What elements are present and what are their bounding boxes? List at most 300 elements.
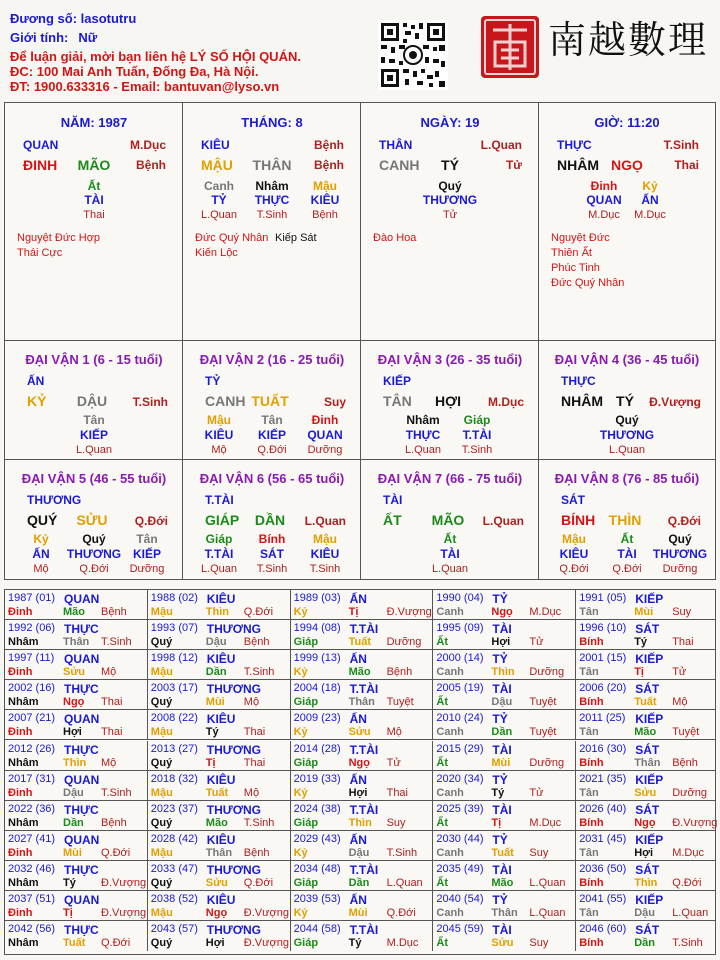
hidden-god: ẤN: [32, 547, 50, 561]
year-label: 1991 (05): [579, 592, 627, 604]
hidden-god: KIẾP: [132, 547, 162, 561]
year-cell: [5, 861, 148, 891]
year-branch: Dần: [63, 816, 84, 829]
star: Thái Cực: [17, 247, 63, 259]
year-cell: [576, 891, 715, 921]
year-cell: [291, 680, 434, 710]
dai-van-cell: [539, 460, 715, 579]
year-label: 2039 (53): [293, 893, 341, 905]
dai-van-title: ĐẠI VẬN 3 (26 - 35 tuổi): [377, 352, 523, 367]
year-stem: Ất: [436, 816, 448, 829]
year-god: TÀI: [492, 622, 512, 637]
dai-van-cell: [361, 341, 539, 460]
pillar-cell: [361, 103, 539, 341]
dai-van-branch: DẬU: [76, 393, 108, 409]
year-cell: [576, 831, 715, 861]
hidden-phase: L.Quan: [200, 563, 238, 575]
year-label: 2017 (31): [8, 772, 56, 785]
dai-van-title: ĐẠI VẬN 7 (66 - 75 tuổi): [377, 471, 523, 486]
year-branch: Thân: [348, 696, 375, 709]
year-god: QUAN: [64, 832, 100, 847]
year-label: 1992 (06): [8, 622, 56, 635]
dai-van-cell: [183, 460, 361, 579]
hidden-god: KIÊU: [204, 428, 234, 442]
year-label: 2003 (17): [150, 682, 198, 695]
year-label: 1990 (04): [436, 592, 484, 604]
year-phase: T.Sinh: [101, 786, 132, 799]
year-stem: Mậu: [150, 666, 173, 679]
year-god: QUAN: [64, 652, 100, 667]
pillar-cell: [183, 103, 361, 341]
hidden-phase: L.Quan: [608, 444, 646, 456]
year-cell: [433, 620, 576, 650]
pillar-title: GIỜ: 11:20: [594, 115, 660, 130]
year-god: ẤN: [349, 652, 367, 667]
hidden-god: KIÊU: [310, 193, 340, 207]
year-god: QUAN: [64, 893, 100, 907]
year-branch: Dần: [205, 666, 227, 679]
year-god: TÀI: [492, 682, 512, 697]
year-god: TỶ: [492, 652, 508, 667]
year-stem: Mậu: [150, 606, 173, 618]
year-branch: Tị: [205, 756, 216, 769]
year-god: KIẾP: [635, 893, 664, 907]
dai-van-branch: TUẤT: [251, 393, 289, 409]
year-branch: Hợi: [348, 786, 368, 799]
hidden-phase: M.Dục: [588, 209, 620, 221]
year-branch: Sửu: [634, 786, 657, 799]
year-label: 2040 (54): [436, 893, 484, 905]
hidden-god: TÀI: [617, 547, 637, 561]
year-cell: [433, 771, 576, 801]
year-branch: Thìn: [205, 606, 230, 618]
year-cell: [5, 620, 148, 650]
hidden-god: QUAN: [307, 428, 343, 442]
year-branch: Tuất: [348, 636, 371, 649]
year-branch: Sửu: [63, 666, 86, 679]
hidden-god: QUAN: [586, 193, 622, 207]
year-label: 2013 (27): [150, 742, 198, 755]
year-label: 2025 (39): [436, 802, 484, 815]
year-cell: [433, 650, 576, 680]
hidden-phase: Q.Đới: [257, 444, 287, 456]
year-cell: [148, 891, 291, 921]
pillar-branch: TÝ: [441, 157, 459, 173]
year-branch: Dần: [348, 876, 370, 889]
hidden-god: THỰC: [405, 428, 441, 442]
year-cell: [291, 891, 434, 921]
year-phase: Mộ: [672, 696, 688, 709]
hidden-god: KIẾP: [257, 428, 287, 442]
year-phase: Tử: [386, 756, 401, 769]
dai-van-stem: QUÝ: [27, 512, 58, 528]
year-phase: Suy: [529, 846, 549, 859]
year-label: 2028 (42): [150, 832, 198, 845]
year-branch: Thân: [205, 846, 233, 859]
star: Kiến Lộc: [195, 247, 238, 259]
year-branch: Dần: [634, 937, 655, 950]
year-branch: Thìn: [634, 876, 658, 889]
year-phase: Mộ: [386, 726, 402, 739]
year-label: 2004 (18): [293, 682, 341, 695]
hidden-phase: T.Sinh: [256, 563, 288, 575]
pillar-stem: ĐINH: [23, 157, 58, 173]
year-cell: [291, 710, 434, 740]
year-label: 2008 (22): [150, 712, 198, 725]
year-god: ẤN: [349, 832, 367, 847]
year-god: THỰC: [64, 923, 99, 938]
year-god: TÀI: [492, 802, 512, 817]
year-phase: Thai: [672, 636, 694, 649]
year-cell: [5, 831, 148, 861]
brand-logo-text: 南越數理: [548, 18, 709, 62]
hidden-phase: L.Quan: [200, 209, 238, 221]
year-cell: [5, 741, 148, 771]
year-label: 2043 (57): [150, 923, 198, 936]
year-label: 2001 (15): [579, 652, 627, 665]
year-branch: Mùi: [491, 756, 511, 769]
hidden-stem: Quý: [438, 179, 462, 193]
year-stem: Bính: [579, 876, 604, 889]
year-stem: Tân: [579, 666, 599, 679]
year-label: 2031 (45): [579, 832, 627, 845]
year-god: KIÊU: [206, 893, 236, 907]
hidden-stem: Giáp: [463, 413, 491, 427]
year-stem: Quý: [150, 876, 173, 889]
year-cell: [576, 710, 715, 740]
year-label: 2026 (40): [579, 802, 627, 815]
year-cell: [148, 831, 291, 861]
year-stem: Canh: [436, 726, 464, 739]
year-label: 2005 (19): [436, 682, 484, 695]
year-stem: Quý: [150, 937, 173, 950]
year-cell: [148, 620, 291, 650]
year-phase: Bệnh: [672, 756, 698, 769]
year-branch: Dần: [491, 726, 513, 739]
hidden-god: KIÊU: [310, 547, 340, 561]
year-cell: [433, 831, 576, 861]
year-branch: Mão: [634, 726, 657, 739]
year-phase: Q.Đới: [243, 876, 274, 889]
dai-van-god: T.TÀI: [205, 493, 234, 507]
year-stem: Kỷ: [293, 786, 308, 799]
year-label: 2030 (44): [436, 832, 484, 845]
hidden-phase: Mộ: [33, 563, 49, 575]
dai-van-god: KIẾP: [383, 374, 412, 388]
year-label: 2027 (41): [8, 832, 56, 845]
year-god: THỰC: [64, 622, 99, 637]
year-god: KIÊU: [206, 592, 236, 606]
year-phase: Đ.Vượng: [386, 606, 432, 618]
year-stem: Giáp: [293, 756, 319, 769]
year-branch: Tý: [634, 636, 648, 649]
year-god: TỶ: [492, 772, 508, 787]
year-cell: [433, 801, 576, 831]
year-cell: [148, 650, 291, 680]
year-cell: [291, 771, 434, 801]
year-branch: Tuất: [491, 846, 514, 859]
year-branch: Mão: [63, 606, 85, 618]
year-god: KIÊU: [206, 832, 236, 847]
hidden-god: THƯƠNG: [652, 547, 708, 561]
pillar-stem: NHÂM: [557, 157, 599, 173]
year-stem: Mậu: [150, 907, 173, 919]
year-phase: Mộ: [101, 756, 117, 769]
year-stem: Tân: [579, 907, 599, 919]
year-branch: Mùi: [634, 606, 654, 618]
dai-van-stem: KỶ: [27, 393, 47, 409]
year-label: 2021 (35): [579, 772, 627, 785]
year-phase: Thai: [101, 696, 123, 709]
year-label: 2036 (50): [579, 862, 627, 875]
year-cell: [291, 650, 434, 680]
year-stem: Nhâm: [8, 816, 39, 829]
year-cell: [433, 891, 576, 921]
year-cell: [291, 590, 434, 620]
year-cell: [576, 590, 715, 620]
hidden-stem: Ất: [87, 179, 101, 193]
year-phase: Đ.Vượng: [243, 907, 289, 919]
year-god: SÁT: [635, 682, 660, 697]
dai-van-cell: [361, 460, 539, 579]
year-stem: Canh: [436, 666, 464, 679]
year-label: 1989 (03): [293, 592, 341, 604]
year-god: KIẾP: [635, 652, 664, 667]
year-stem: Giáp: [293, 636, 319, 649]
year-phase: L.Quan: [386, 876, 423, 889]
qr-code-icon[interactable]: [378, 20, 448, 90]
year-phase: Q.Đới: [672, 876, 702, 889]
star: Đào Hoa: [373, 232, 417, 244]
dai-van-branch: DẦN: [254, 512, 286, 528]
year-branch: Hợi: [205, 937, 225, 950]
year-cell: [148, 921, 291, 951]
dai-van-phase: Q.Đới: [134, 514, 168, 528]
year-phase: Suy: [529, 937, 549, 950]
hidden-phase: L.Quan: [75, 444, 113, 456]
year-cell: [433, 921, 576, 951]
year-phase: Tuyệt: [529, 696, 557, 709]
year-stem: Bính: [579, 816, 604, 829]
year-phase: Đ.Vượng: [101, 907, 147, 919]
dai-van-title: ĐẠI VẬN 4 (36 - 45 tuổi): [554, 352, 700, 367]
year-god: QUAN: [64, 772, 100, 787]
year-god: SÁT: [635, 923, 660, 938]
year-cell: [433, 861, 576, 891]
year-god: KIẾP: [635, 592, 664, 606]
year-label: 2045 (59): [436, 923, 484, 936]
hidden-phase: L.Quan: [431, 563, 469, 575]
year-phase: Tử: [529, 636, 544, 649]
hidden-stem: Quý: [668, 532, 692, 546]
year-cell: [433, 590, 576, 620]
pillar-top-phase: L.Quan: [480, 138, 522, 152]
year-god: QUAN: [64, 712, 100, 727]
year-branch: Tuất: [205, 786, 229, 799]
year-branch: Tị: [491, 816, 502, 829]
year-cell: [576, 861, 715, 891]
year-branch: Tý: [491, 786, 505, 799]
year-label: 2016 (30): [579, 742, 627, 755]
year-branch: Ngọ: [348, 756, 370, 769]
year-branch: Tị: [348, 606, 359, 618]
year-cell: [148, 741, 291, 771]
year-stem: Đinh: [8, 606, 33, 618]
year-label: 1996 (10): [579, 622, 627, 635]
pillar-branch-phase: Tử: [505, 158, 522, 172]
year-stem: Kỷ: [293, 907, 308, 919]
hidden-god: THƯƠNG: [66, 547, 122, 561]
year-branch: Dậu: [205, 636, 227, 649]
dai-van-branch: SỬU: [76, 512, 108, 528]
year-phase: Q.Đới: [243, 606, 274, 618]
hidden-stem: Giáp: [205, 532, 233, 546]
year-stem: Ất: [436, 636, 448, 649]
year-stem: Kỷ: [293, 666, 308, 679]
year-phase: M.Dục: [672, 846, 704, 859]
year-branch: Dậu: [491, 696, 513, 709]
pillar-top-god: THỰC: [557, 138, 592, 152]
year-branch: Dậu: [63, 786, 84, 799]
year-god: THỰC: [64, 682, 99, 697]
year-branch: Hợi: [491, 636, 511, 649]
year-stem: Giáp: [293, 816, 319, 829]
year-phase: Q.Đới: [101, 846, 131, 859]
year-phase: T.Sinh: [243, 666, 275, 679]
hidden-phase: M.Dục: [634, 209, 666, 221]
year-phase: Đ.Vượng: [101, 876, 147, 889]
pillar-branch: MÃO: [77, 157, 111, 173]
hidden-god: THƯƠNG: [599, 428, 655, 442]
annual-luck-table: [4, 589, 716, 955]
star: Phúc Tinh: [551, 262, 600, 274]
hidden-stem: Kỷ: [33, 532, 49, 546]
gender-label: Giới tính:: [10, 30, 69, 45]
year-god: T.TÀI: [349, 622, 379, 637]
year-stem: Canh: [436, 786, 464, 799]
year-stem: Kỷ: [293, 606, 308, 618]
chart-table: [4, 102, 716, 580]
year-god: TỶ: [492, 712, 508, 727]
dai-van-phase: T.Sinh: [132, 395, 168, 409]
year-phase: Mộ: [101, 666, 117, 679]
hidden-god: TÀI: [440, 547, 460, 561]
year-label: 2029 (43): [293, 832, 341, 845]
owner-line: Đương số: lasotutru: [10, 11, 137, 26]
dai-van-phase: Q.Đới: [667, 514, 701, 528]
hidden-phase: Dưỡng: [662, 563, 698, 575]
dai-van-stem: NHÂM: [561, 393, 603, 409]
year-cell: [576, 801, 718, 831]
year-branch: Dậu: [348, 846, 370, 859]
year-label: 2023 (37): [150, 802, 198, 815]
year-branch: Sửu: [348, 726, 371, 739]
hidden-stem: Tân: [83, 413, 105, 427]
year-cell: [291, 620, 434, 650]
year-god: SÁT: [635, 742, 660, 757]
year-cell: [5, 921, 148, 951]
year-branch: Thân: [63, 636, 90, 649]
year-cell: [433, 680, 576, 710]
dai-van-branch: THÌN: [608, 512, 642, 528]
year-label: 2046 (60): [579, 923, 627, 936]
year-branch: Tuất: [63, 937, 86, 950]
year-label: 2041 (55): [579, 893, 627, 905]
year-label: 1993 (07): [150, 622, 198, 635]
pillar-stem: CANH: [379, 157, 420, 173]
year-stem: Đinh: [8, 786, 33, 799]
hidden-god: KIÊU: [559, 547, 589, 561]
year-branch: Thìn: [348, 816, 372, 829]
year-branch: Tuất: [634, 696, 657, 709]
hidden-god: THƯƠNG: [422, 193, 478, 207]
hidden-phase: T.Sinh: [461, 444, 493, 456]
year-phase: Đ.Vượng: [243, 937, 289, 950]
pillar-title: NGÀY: 19: [420, 115, 480, 130]
year-branch: Sửu: [205, 876, 228, 889]
year-phase: Mộ: [243, 786, 260, 799]
year-label: 2002 (16): [8, 682, 56, 695]
dai-van-cell: [5, 341, 183, 460]
dai-van-stem: BÍNH: [561, 512, 596, 528]
year-god: TỶ: [492, 893, 508, 907]
year-phase: Dưỡng: [529, 756, 565, 769]
year-cell: [5, 771, 148, 801]
hidden-god: KIẾP: [79, 428, 109, 442]
year-label: 1994 (08): [293, 622, 341, 635]
year-god: QUAN: [64, 592, 100, 606]
hidden-god: THỰC: [254, 193, 290, 207]
red-seal-icon: [479, 14, 541, 80]
dai-van-title: ĐẠI VẬN 1 (6 - 15 tuổi): [25, 352, 163, 367]
year-branch: Mùi: [348, 907, 368, 919]
hidden-phase: Bệnh: [312, 209, 338, 221]
year-cell: [148, 801, 291, 831]
dai-van-cell: [183, 341, 361, 460]
dai-van-title: ĐẠI VẬN 6 (56 - 65 tuổi): [199, 471, 345, 486]
year-stem: Nhâm: [8, 696, 39, 709]
year-label: 2033 (47): [150, 862, 198, 875]
year-stem: Mậu: [150, 726, 173, 739]
year-god: T.TÀI: [349, 742, 379, 757]
year-god: T.TÀI: [349, 682, 379, 697]
year-god: THƯƠNG: [206, 923, 261, 938]
year-stem: Nhâm: [8, 876, 39, 889]
hidden-phase: Tử: [442, 209, 458, 221]
phone-email-line: ĐT: 1900.633316 - Email: bantuvan@lyso.vn: [10, 79, 280, 94]
year-god: KIÊU: [206, 652, 236, 667]
year-god: ẤN: [349, 772, 367, 787]
year-cell: [148, 710, 291, 740]
star: Kiếp Sát: [275, 232, 317, 244]
year-stem: Ất: [436, 756, 448, 769]
year-stem: Bính: [579, 636, 604, 649]
year-cell: [5, 710, 148, 740]
year-cell: [576, 680, 715, 710]
hidden-stem: Mậu: [313, 179, 337, 193]
year-branch: Tý: [205, 726, 219, 739]
dai-van-god: TỶ: [205, 374, 221, 388]
hidden-stem: Nhâm: [255, 179, 289, 193]
dai-van-stem: CANH: [205, 393, 246, 409]
pillar-top-phase: Bệnh: [314, 138, 344, 152]
year-phase: Bệnh: [386, 666, 413, 679]
year-label: 2035 (49): [436, 862, 484, 875]
year-branch: Dậu: [634, 907, 655, 919]
year-god: ẤN: [349, 592, 367, 606]
year-branch: Ngọ: [63, 696, 85, 709]
year-phase: Thai: [101, 726, 123, 739]
